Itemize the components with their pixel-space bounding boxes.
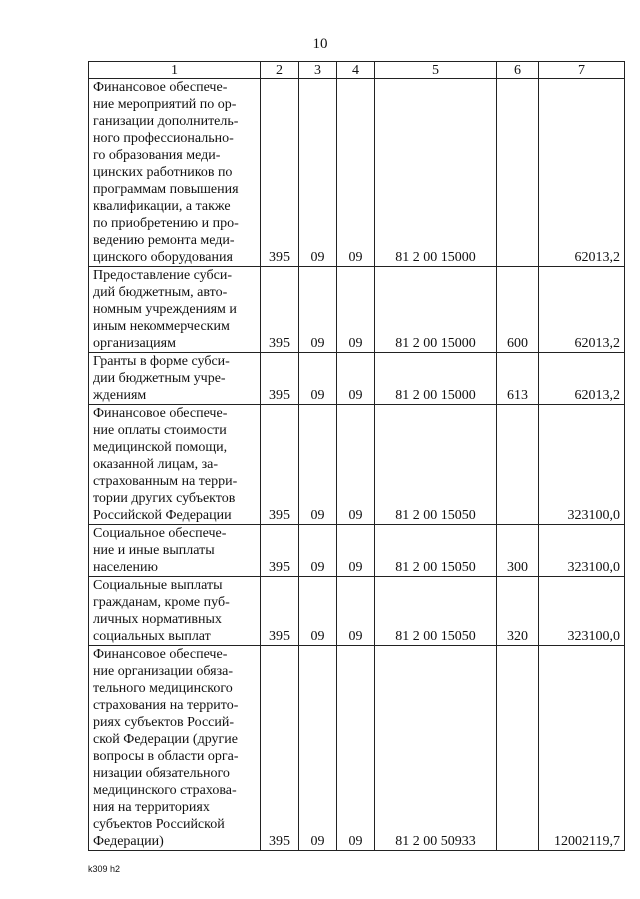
table-row	[89, 405, 625, 525]
description-line: Российской Федерации	[93, 508, 232, 523]
amount-cell: 323100,0	[539, 577, 625, 646]
description-line: Предоставление субси-	[93, 268, 232, 283]
table-row	[89, 79, 625, 267]
expense-type-cell	[497, 405, 539, 525]
column-header: 3	[299, 62, 337, 79]
section-cell: 09	[299, 577, 337, 646]
description-line: организациям	[93, 336, 176, 351]
description-line: Финансовое обеспече-	[93, 406, 228, 421]
expense-type-cell	[497, 646, 539, 851]
subsection-cell: 09	[337, 577, 375, 646]
description-line: иным некоммерческим	[93, 319, 230, 334]
table-header-row	[89, 62, 625, 79]
row-description	[89, 646, 261, 851]
expense-type-cell: 300	[497, 525, 539, 577]
expense-type-cell	[497, 79, 539, 267]
description-line: ного профессионально-	[93, 131, 234, 146]
amount-cell: 12002119,7	[539, 646, 625, 851]
description-line: оказанной лицам, за-	[93, 457, 218, 472]
section-cell: 09	[299, 525, 337, 577]
description-line: ведению ремонта меди-	[93, 233, 235, 248]
description-line: дии бюджетным учре-	[93, 371, 226, 386]
target-article-cell: 81 2 00 15050	[375, 405, 497, 525]
description-line: ждениям	[93, 388, 147, 403]
description-line: низации обязательного	[93, 766, 230, 781]
column-header: 4	[337, 62, 375, 79]
description-line: цинских работников по	[93, 165, 233, 180]
description-line: медицинской помощи,	[93, 440, 228, 455]
expense-type-cell: 600	[497, 267, 539, 353]
description-line: цинского оборудования	[93, 250, 233, 265]
admin-code-cell: 395	[261, 267, 299, 353]
row-description	[89, 525, 261, 577]
admin-code-cell: 395	[261, 577, 299, 646]
description-line: медицинского страхова-	[93, 783, 237, 798]
row-description	[89, 405, 261, 525]
budget-table	[88, 61, 625, 851]
column-header: 2	[261, 62, 299, 79]
table-row	[89, 267, 625, 353]
description-line: страхованным на терри-	[93, 474, 238, 489]
description-line: по приобретению и про-	[93, 216, 239, 231]
subsection-cell: 09	[337, 353, 375, 405]
description-line: ганизации дополнитель-	[93, 114, 239, 129]
description-line: номным учреждениям и	[93, 302, 237, 317]
subsection-cell: 09	[337, 405, 375, 525]
admin-code-cell: 395	[261, 646, 299, 851]
description-line: субъектов Российской	[93, 817, 225, 832]
subsection-cell: 09	[337, 646, 375, 851]
column-header: 6	[497, 62, 539, 79]
row-description	[89, 79, 261, 267]
amount-cell: 62013,2	[539, 267, 625, 353]
table-row	[89, 525, 625, 577]
section-cell: 09	[299, 646, 337, 851]
section-cell: 09	[299, 353, 337, 405]
target-article-cell: 81 2 00 15000	[375, 79, 497, 267]
column-header: 5	[375, 62, 497, 79]
expense-type-cell: 613	[497, 353, 539, 405]
section-cell: 09	[299, 79, 337, 267]
description-line: ние мероприятий по ор-	[93, 97, 237, 112]
description-line: го образования меди-	[93, 148, 221, 163]
admin-code-cell: 395	[261, 353, 299, 405]
footer-code: k309 h2	[88, 864, 121, 874]
target-article-cell: 81 2 00 15050	[375, 577, 497, 646]
description-line: дий бюджетным, авто-	[93, 285, 228, 300]
row-description	[89, 353, 261, 405]
table-row	[89, 353, 625, 405]
description-line: страхования на террито-	[93, 698, 239, 713]
description-line: тории других субъектов	[93, 491, 236, 506]
row-description	[89, 267, 261, 353]
description-line: ской Федерации (другие	[93, 732, 238, 747]
description-line: социальных выплат	[93, 629, 211, 644]
description-line: Гранты в форме субси-	[93, 354, 230, 369]
admin-code-cell: 395	[261, 525, 299, 577]
amount-cell: 62013,2	[539, 79, 625, 267]
amount-cell: 62013,2	[539, 353, 625, 405]
subsection-cell: 09	[337, 79, 375, 267]
description-line: вопросы в области орга-	[93, 749, 239, 764]
amount-cell: 323100,0	[539, 405, 625, 525]
admin-code-cell: 395	[261, 79, 299, 267]
target-article-cell: 81 2 00 15050	[375, 525, 497, 577]
description-line: личных нормативных	[93, 612, 222, 627]
description-line: Социальные выплаты	[93, 578, 223, 593]
target-article-cell: 81 2 00 50933	[375, 646, 497, 851]
amount-cell: 323100,0	[539, 525, 625, 577]
description-line: ние организации обяза-	[93, 664, 233, 679]
description-line: ние оплаты стоимости	[93, 423, 227, 438]
description-line: населению	[93, 560, 158, 575]
table-body	[89, 79, 625, 851]
description-line: гражданам, кроме пуб-	[93, 595, 230, 610]
description-line: Социальное обеспече-	[93, 526, 227, 541]
target-article-cell: 81 2 00 15000	[375, 267, 497, 353]
target-article-cell: 81 2 00 15000	[375, 353, 497, 405]
column-header: 7	[539, 62, 625, 79]
description-line: риях субъектов Россий-	[93, 715, 235, 730]
subsection-cell: 09	[337, 267, 375, 353]
row-description	[89, 577, 261, 646]
description-line: Финансовое обеспече-	[93, 80, 228, 95]
description-line: программам повышения	[93, 182, 239, 197]
section-cell: 09	[299, 405, 337, 525]
table-row	[89, 577, 625, 646]
table-row	[89, 646, 625, 851]
section-cell: 09	[299, 267, 337, 353]
page-number: 10	[312, 36, 328, 52]
description-line: квалификации, а также	[93, 199, 231, 214]
description-line: ния на территориях	[93, 800, 210, 815]
description-line: Федерации)	[93, 834, 164, 849]
column-header: 1	[89, 62, 261, 79]
description-line: тельного медицинского	[93, 681, 233, 696]
admin-code-cell: 395	[261, 405, 299, 525]
description-line: Финансовое обеспече-	[93, 647, 228, 662]
subsection-cell: 09	[337, 525, 375, 577]
expense-type-cell: 320	[497, 577, 539, 646]
description-line: ние и иные выплаты	[93, 543, 215, 558]
